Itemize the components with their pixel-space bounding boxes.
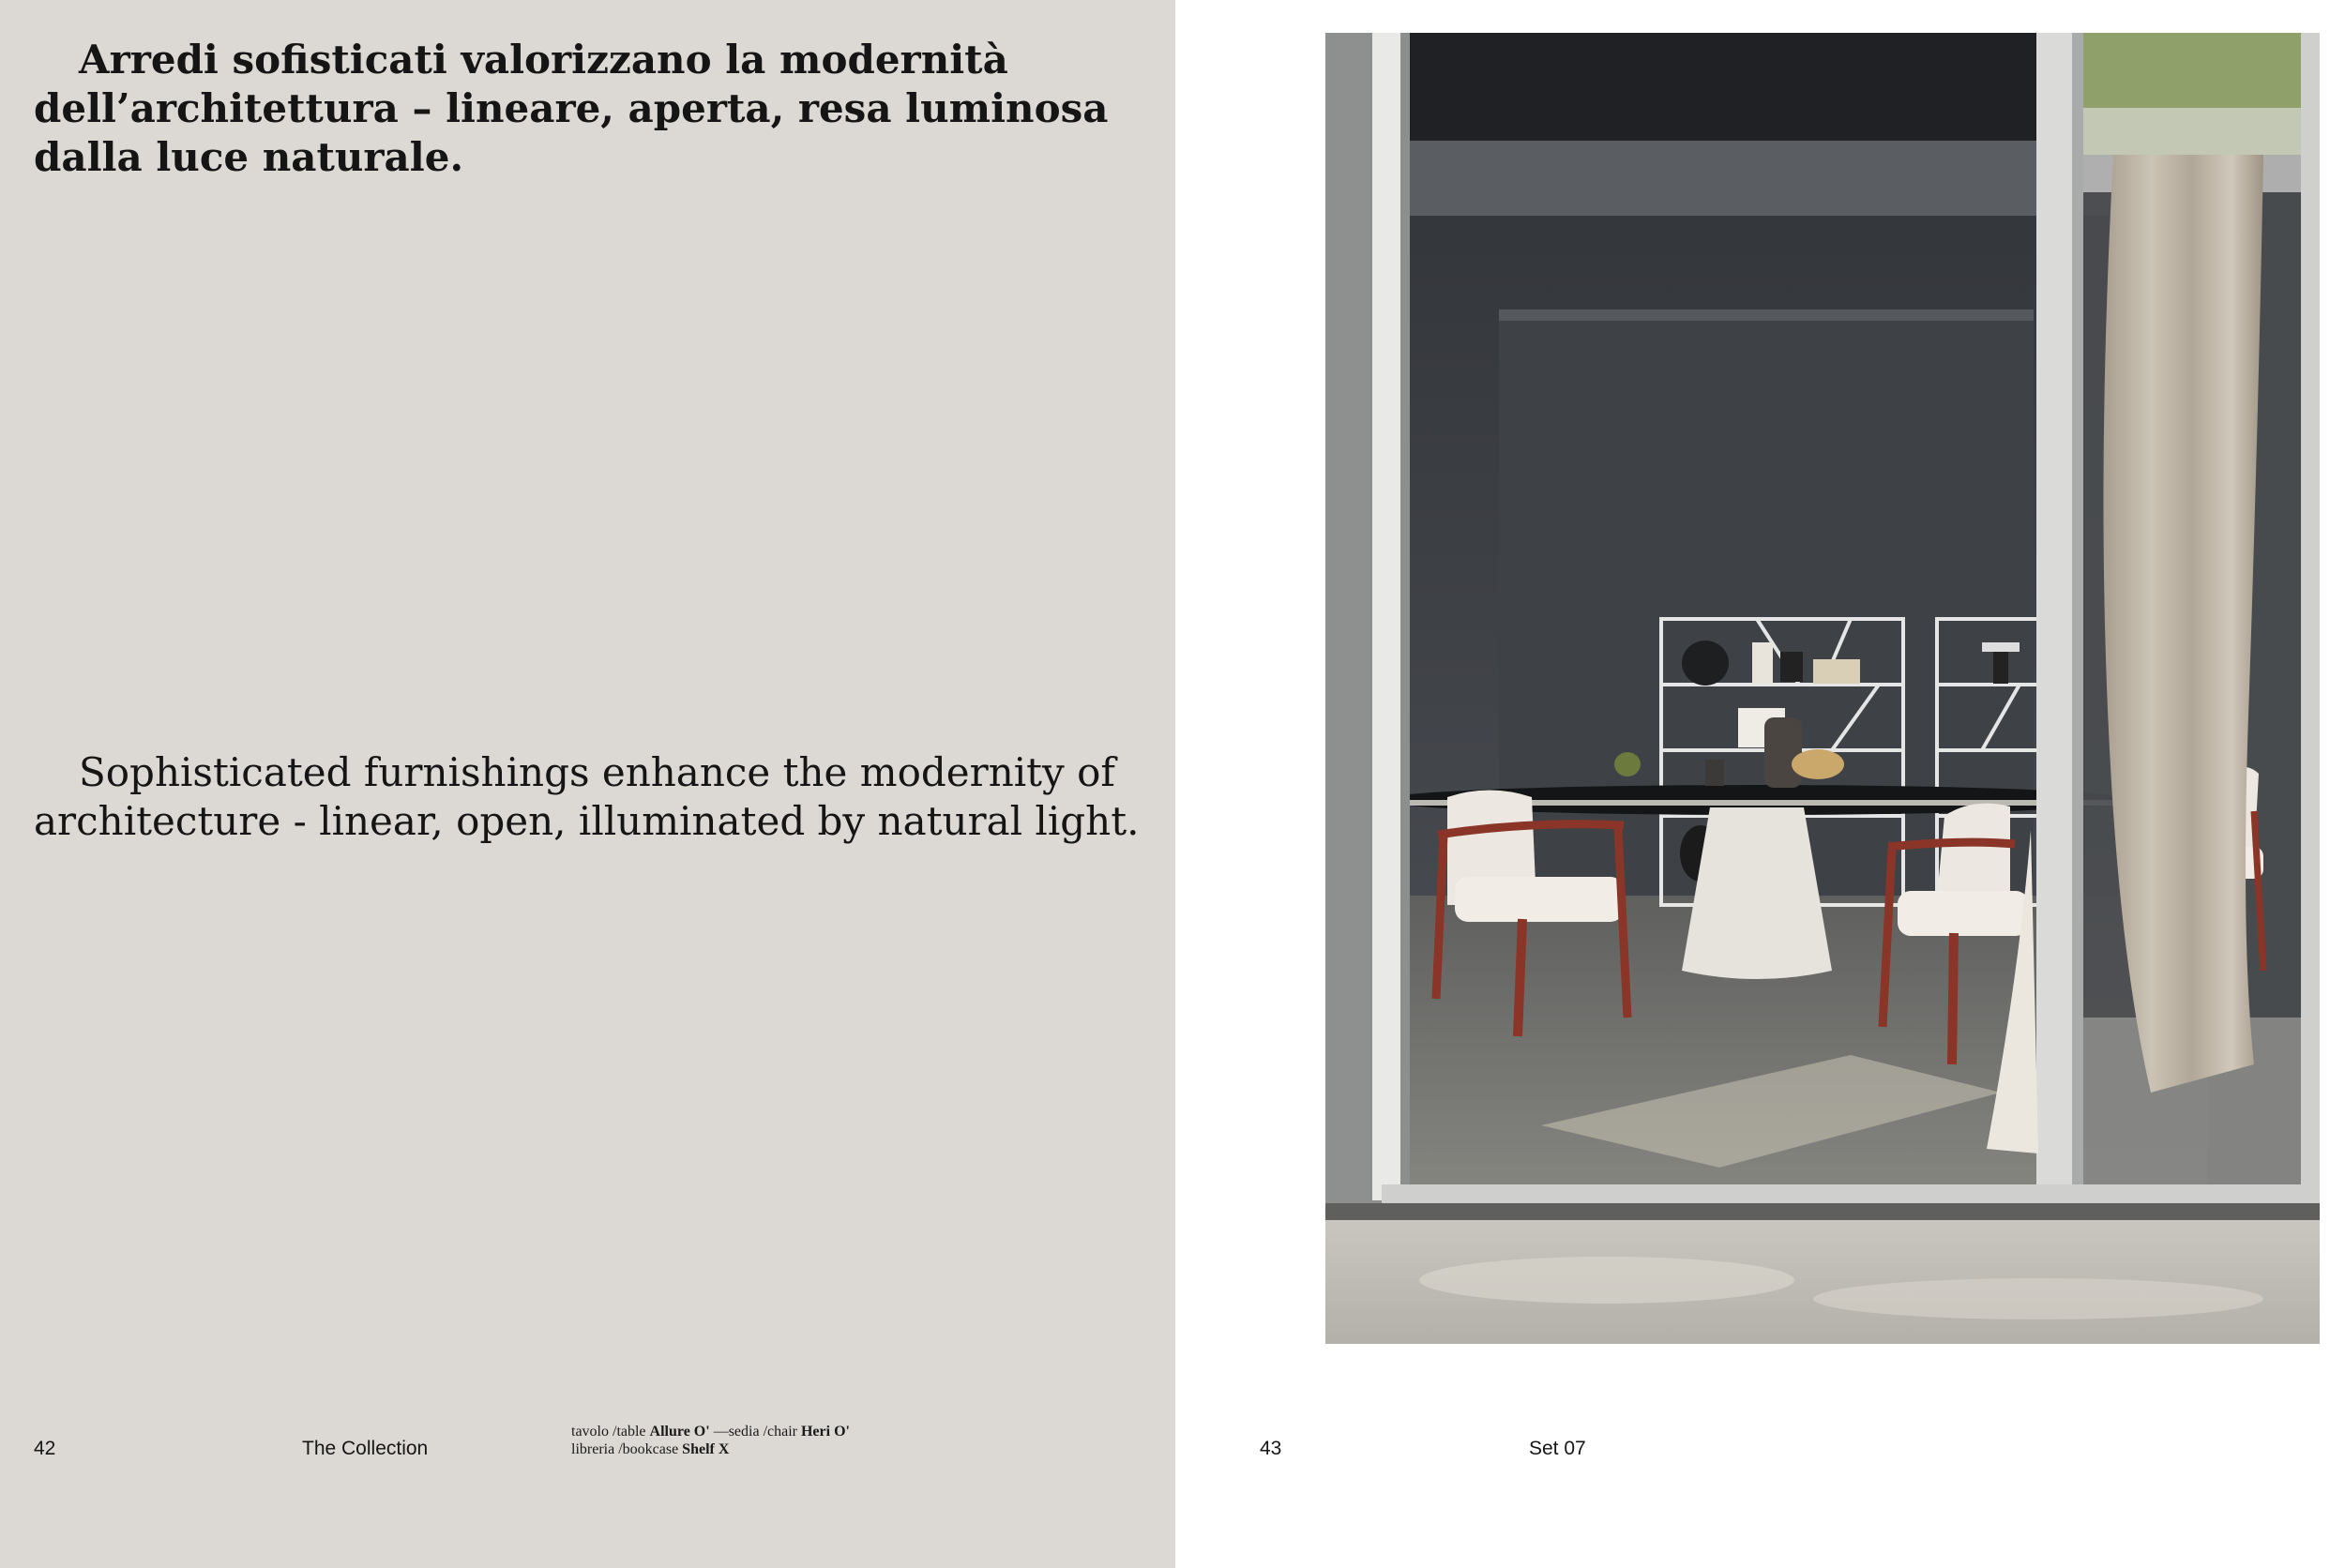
bookcase-name: Shelf X <box>682 1441 730 1457</box>
product-credits <box>571 1423 850 1458</box>
door-frame <box>2036 33 2072 1200</box>
page-number-right: 43 <box>1260 1438 1282 1459</box>
window-frame-left <box>1372 33 1400 1200</box>
credits-line-1 <box>571 1423 850 1440</box>
quote-italian: Arredi sofisticati valorizzano la modernità dell’architettura – lineare, aperta, resa luminosa dalla luce naturale. <box>34 37 1109 180</box>
set-label: Set 07 <box>1529 1438 1586 1459</box>
bookcase-label: libreria /bookcase <box>571 1441 679 1457</box>
section-title: The Collection <box>302 1438 429 1459</box>
chair-label: sedia /chair <box>728 1424 797 1440</box>
table-label: tavolo /table <box>571 1424 646 1440</box>
table-name: Allure O' <box>649 1424 710 1440</box>
interior-photo <box>1325 33 2320 1344</box>
chair-name: Heri O' <box>800 1424 850 1440</box>
credits-separator: — <box>709 1424 729 1440</box>
quote-english: Sophisticated furnishings enhance the modernity of architecture - linear, open, illuminated by natural light. <box>34 749 1140 844</box>
linen-curtain <box>2103 155 2263 1093</box>
page-number-left: 42 <box>34 1438 56 1459</box>
credits-line-2 <box>571 1440 850 1458</box>
